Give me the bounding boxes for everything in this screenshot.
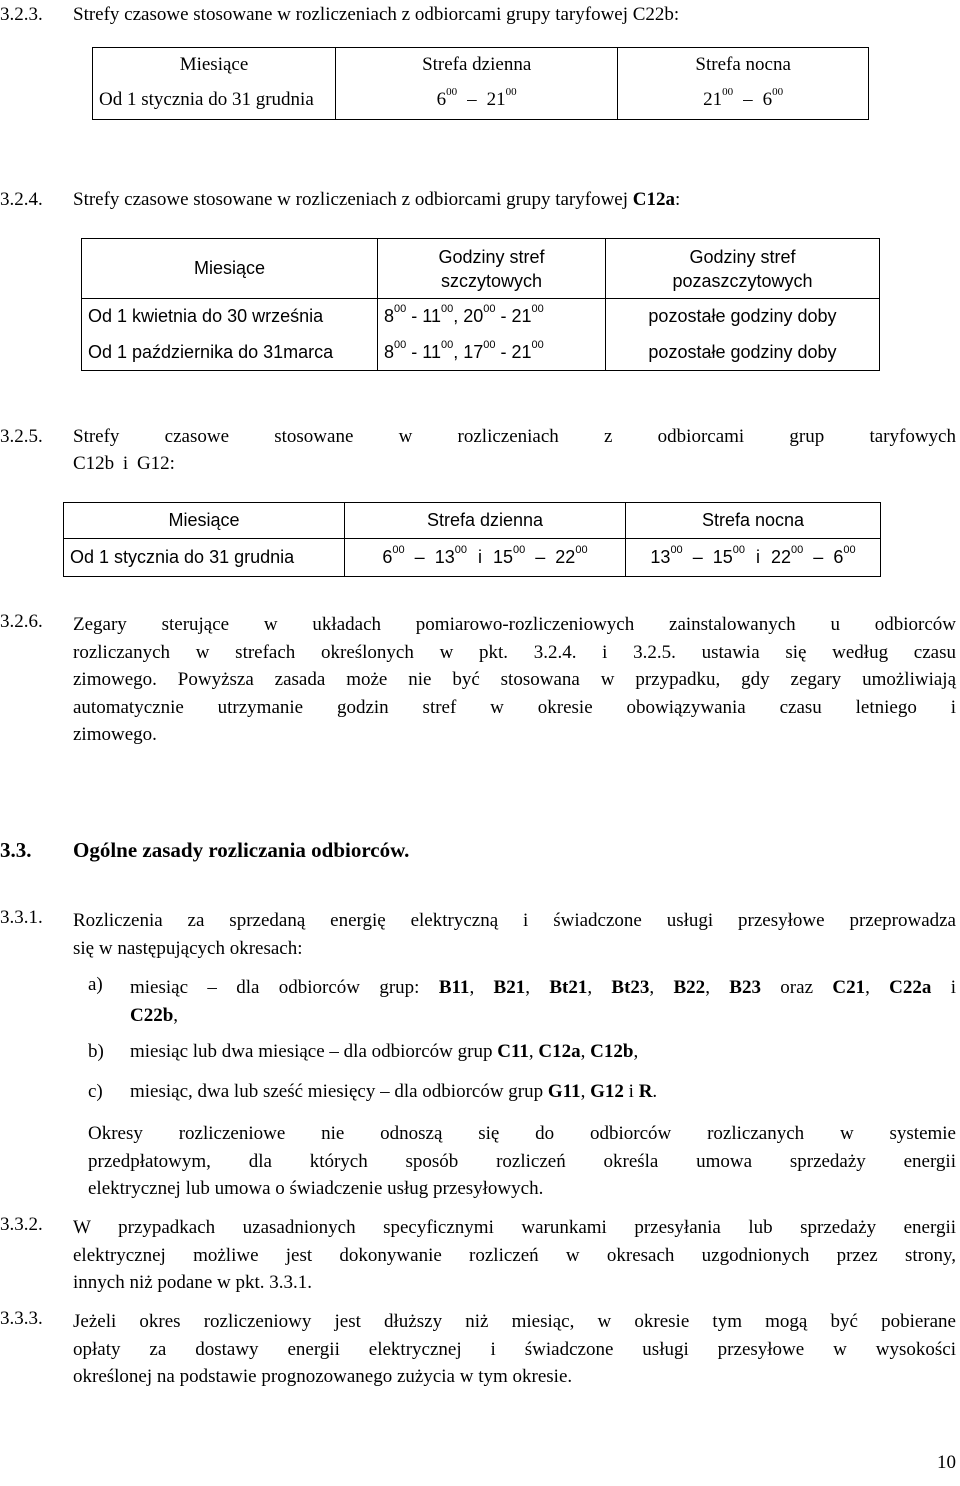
table-header-night-zone: Strefa nocna [626, 503, 881, 539]
zones-table-c12a [81, 238, 880, 371]
text-line: się w następujących okresach: [73, 937, 303, 959]
table-cell-off-peak-hours: pozostałe godziny doby [606, 335, 880, 371]
table-cell-night-hours: $21^{00} - 6^{00}$ [618, 82, 869, 120]
text-line: opłaty za dostawy energii elektrycznej i świadczone usługi przesyłowe w wysokości [73, 1338, 956, 1360]
table-cell-peak-hours: $8^{00} - 11^{00}$, $20^{00} - 21^{00}$ [378, 299, 606, 335]
text-line: elektrycznej lub umowa o świadczenie usług przesyłowych. [88, 1178, 544, 1199]
text-line: zimowego. [73, 724, 157, 745]
section-title-3-2-5-cont: C12b i G12: [73, 453, 175, 474]
section-text-3-2-6 [73, 611, 956, 749]
list-item-a: miesiąc – dla odbiorców grup: B11, B21, Bt21, Bt23, B22, B23 oraz C21, C22a i C22b, [130, 977, 957, 1026]
table-cell-months: Od 1 kwietnia do 30 września [82, 299, 378, 335]
table-header-day-zone: Strefa dzienna [345, 503, 626, 539]
list-letter-a: a) [88, 974, 103, 995]
section-text-3-3-3 [73, 1308, 956, 1391]
section-number-3-3-1: 3.3.1. [0, 907, 43, 928]
section-number-3-2-6: 3.2.6. [0, 611, 43, 632]
section-number-3-2-5: 3.2.5. [0, 426, 43, 447]
table-header-months: Miesiące [64, 503, 345, 539]
text-line: zimowego. Powyższa zasada może nie być stosowana w przypadku, gdy zegary umożliwiają [73, 669, 956, 690]
text-line: elektrycznej możliwe jest dokonywanie rozliczeń w okresach uzgodnionych przez strony, [73, 1244, 956, 1266]
list-item-b: miesiąc lub dwa miesiące – dla odbiorców grup C11, C12a, C12b, [130, 1041, 639, 1062]
table-cell-months: Od 1 stycznia do 31 grudnia [64, 539, 345, 577]
text-line: przedpłatowym, dla których sposób rozliczeń określa umowa sprzedaży energii [88, 1150, 956, 1172]
section-text-3-3-2 [73, 1214, 956, 1297]
table-header-off-peak: Godziny stref pozaszczytowych [606, 239, 880, 299]
table-cell-months: Od 1 stycznia do 31 grudnia [93, 82, 336, 120]
list-letter-b: b) [88, 1041, 104, 1062]
list-item-c: miesiąc, dwa lub sześć miesięcy – dla odbiorców grup G11, G12 i R. [130, 1081, 658, 1102]
section-title-3-2-5: Strefy czasowe stosowane w rozliczeniach z odbiorcami grup taryfowych [73, 426, 956, 447]
table-header-night-zone: Strefa nocna [618, 48, 869, 82]
table-cell-peak-hours: $8^{00} - 11^{00}$, $17^{00} - 21^{00}$ [378, 335, 606, 371]
table-cell-day-hours: $6^{00} - 21^{00}$ [336, 82, 618, 120]
section-number-3-3-3: 3.3.3. [0, 1308, 43, 1329]
section-text-3-3-1 [73, 907, 956, 962]
zones-table-c22b [92, 47, 869, 120]
text-line: Rozliczenia za sprzedaną energię elektryczną i świadczone usługi przesyłowe przeprowadza [73, 910, 956, 931]
table-cell-months: Od 1 października do 31marca [82, 335, 378, 371]
list-letter-c: c) [88, 1081, 103, 1102]
text-line: innych niż podane w pkt. 3.3.1. [73, 1272, 313, 1293]
text-line: automatycznie utrzymanie godzin stref w okresie obowiązywania czasu letniego i [73, 696, 956, 718]
table-header-peak: Godziny stref szczytowych [378, 239, 606, 299]
text-line: W przypadkach uzasadnionych specyficznymi warunkami przesyłania lub sprzedaży energii [73, 1217, 956, 1238]
section-number-3-2-4: 3.2.4. [0, 189, 43, 210]
section-number-3-2-3: 3.2.3. [0, 4, 43, 25]
text-line: Okresy rozliczeniowe nie odnoszą się do odbiorców rozliczanych w systemie [88, 1123, 956, 1144]
table-cell-off-peak-hours: pozostałe godziny doby [606, 299, 880, 335]
text-line: Jeżeli okres rozliczeniowy jest dłuższy niż miesiąc, w okresie tym mogą być pobierane [73, 1311, 956, 1332]
table-cell-day-hours: $6^{00} - 13^{00}$ i $15^{00} - 22^{00}$ [345, 539, 626, 577]
table-header-day-zone: Strefa dzienna [336, 48, 618, 82]
section-number-3-3-2: 3.3.2. [0, 1214, 43, 1235]
table-cell-night-hours: $13^{00} - 15^{00}$ i $22^{00} - 6^{00}$ [626, 539, 881, 577]
text-line: określonej na podstawie prognozowanego zużycia w tym okresie. [73, 1366, 573, 1387]
table-header-months: Miesiące [93, 48, 336, 82]
section-title-3-2-3: Strefy czasowe stosowane w rozliczeniach z odbiorcami grupy taryfowej C22b: [73, 4, 680, 25]
zones-table-c12b-g12 [63, 502, 881, 577]
page-number: 10 [937, 1452, 956, 1473]
section-title-3-3: Ogólne zasady rozliczania odbiorców. [73, 838, 410, 862]
text-line: rozliczanych w strefach określonych w pkt. 3.2.4. i 3.2.5. ustawia się według czasu [73, 641, 956, 663]
text-line: Zegary sterujące w układach pomiarowo-rozliczeniowych zainstalowanych u odbiorców [73, 614, 956, 635]
table-header-months: Miesiące [82, 239, 378, 299]
section-title-3-2-4: Strefy czasowe stosowane w rozliczeniach z odbiorcami grupy taryfowej C12a: [73, 189, 681, 210]
section-text-3-3-1-note [88, 1120, 956, 1203]
section-number-3-3: 3.3. [0, 838, 32, 862]
